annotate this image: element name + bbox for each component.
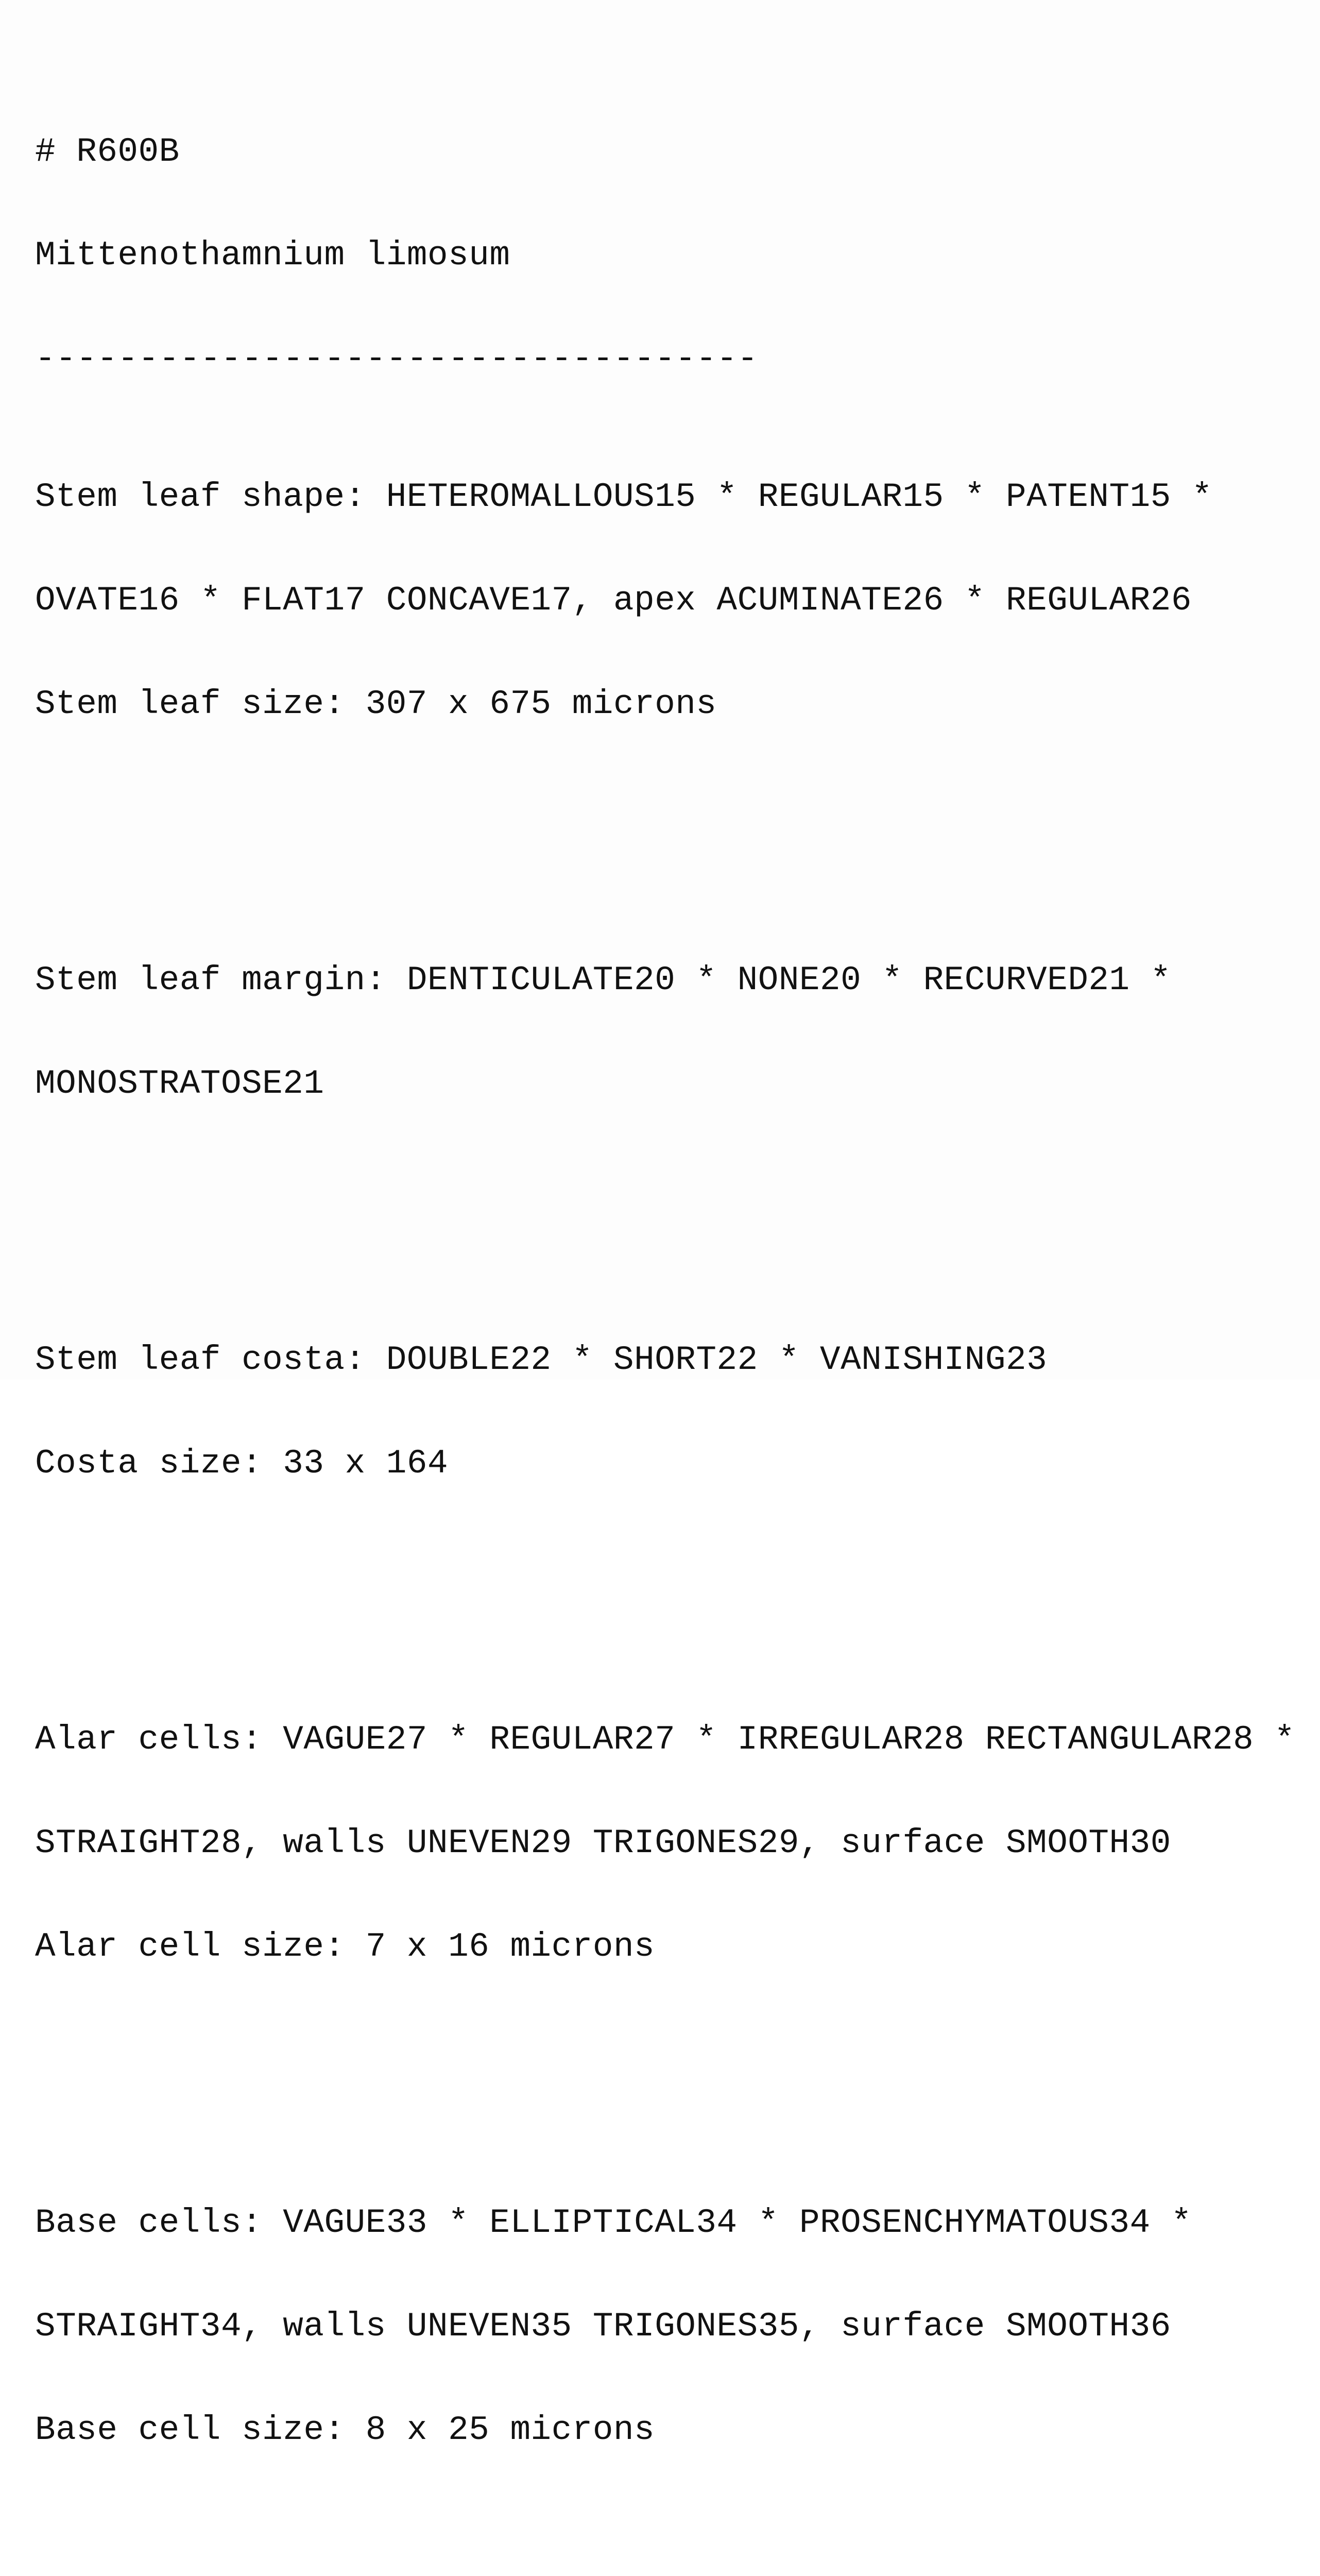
base-cells-line-2: STRAIGHT34, walls UNEVEN35 TRIGONES35, surface SMOOTH36	[35, 2307, 1171, 2346]
base-cell-size: Base cell size: 8 x 25 microns	[35, 2411, 655, 2449]
base-cells-line-1: Base cells: VAGUE33 * ELLIPTICAL34 * PROSENCHYMATOUS34 *	[35, 2204, 1192, 2242]
stem-leaf-size: Stem leaf size: 307 x 675 microns	[35, 685, 717, 723]
alar-cells-line-1: Alar cells: VAGUE27 * REGULAR27 * IRREGULAR28 RECTANGULAR28 *	[35, 1720, 1295, 1759]
costa-size: Costa size: 33 x 164	[35, 1444, 449, 1483]
stem-leaf-margin-line-2: MONOSTRATOSE21	[35, 1064, 324, 1103]
stem-leaf-margin-line-1: Stem leaf margin: DENTICULATE20 * NONE20 * RECURVED21 *	[35, 961, 1171, 999]
specimen-description	[35, 31, 1302, 2576]
blank-line	[35, 825, 1302, 859]
blank-line	[35, 2067, 1302, 2102]
stem-leaf-shape-line-2: OVATE16 * FLAT17 CONCAVE17, apex ACUMINATE26 * REGULAR26	[35, 581, 1192, 620]
species-name: Mittenothamnium limosum	[35, 236, 510, 275]
blank-line	[35, 2551, 1302, 2576]
blank-line	[35, 1205, 1302, 1239]
divider-line: -----------------------------------	[35, 340, 758, 378]
stem-leaf-costa: Stem leaf costa: DOUBLE22 * SHORT22 * VANISHING23	[35, 1341, 1048, 1379]
specimen-id: # R600B	[35, 132, 180, 171]
stem-leaf-shape-line-1: Stem leaf shape: HETEROMALLOUS15 * REGULAR15 * PATENT15 *	[35, 478, 1213, 516]
alar-cells-line-2: STRAIGHT28, walls UNEVEN29 TRIGONES29, surface SMOOTH30	[35, 1824, 1171, 1862]
alar-cell-size: Alar cell size: 7 x 16 microns	[35, 1927, 655, 1966]
blank-line	[35, 1584, 1302, 1619]
